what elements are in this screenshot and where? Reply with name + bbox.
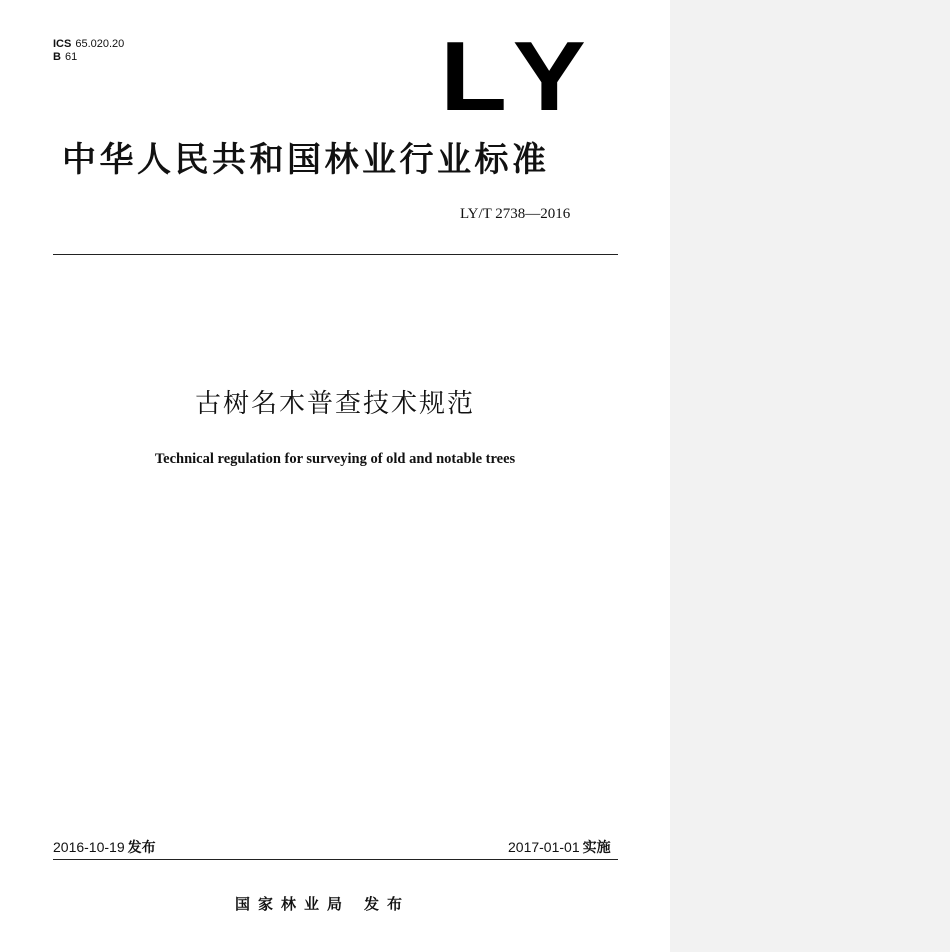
- implement-date: 2017-01-01: [508, 839, 580, 855]
- industry-logo: LY: [440, 21, 602, 131]
- ccs-line: [53, 51, 124, 64]
- viewer-background: [670, 0, 950, 952]
- top-divider: [53, 254, 618, 255]
- implement-date-line: [508, 838, 611, 856]
- publisher-line: [235, 894, 410, 914]
- ics-line: [53, 38, 124, 51]
- publisher-action: 发布: [364, 895, 411, 913]
- issue-date: 2016-10-19: [53, 839, 125, 855]
- publisher-name: 国家林业局: [235, 895, 351, 913]
- ccs-code: 61: [64, 51, 78, 63]
- standard-title: 中华人民共和国林业行业标准: [62, 140, 550, 180]
- bottom-divider: [53, 859, 618, 860]
- ccs-label: B: [53, 51, 61, 63]
- document-title-cn: 古树名木普查技术规范: [194, 389, 475, 419]
- issue-label: 发布: [127, 839, 156, 855]
- implement-label: 实施: [582, 839, 611, 855]
- ics-code: 65.020.20: [75, 38, 125, 50]
- issue-date-line: [53, 838, 156, 856]
- document-title-en: Technical regulation for surveying of old and notable trees: [154, 451, 516, 467]
- classification-codes: [53, 38, 124, 64]
- standard-number: LY/T 2738—2016: [460, 206, 571, 222]
- ics-label: ICS: [53, 38, 72, 50]
